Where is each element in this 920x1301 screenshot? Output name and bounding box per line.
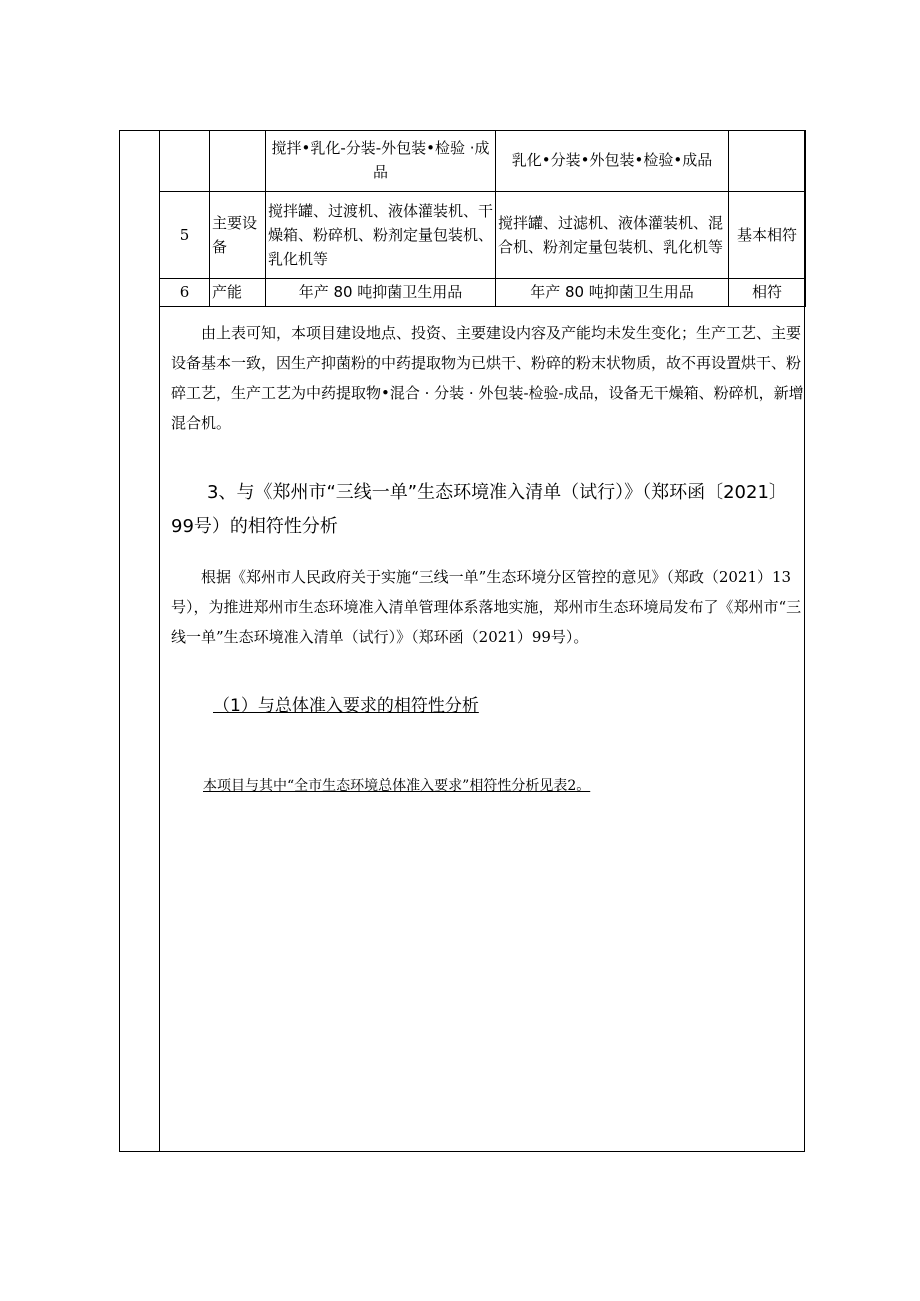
cell-result xyxy=(729,130,806,191)
cell-result: 相符 xyxy=(729,278,806,306)
cell-actual: 乳化•分装•外包装•检验•成品 xyxy=(496,130,729,191)
cell-item: 主要设备 xyxy=(210,191,266,278)
cell-no xyxy=(160,130,210,191)
cell-eia: 搅拌罐、过渡机、液体灌装机、干燥箱、粉碎机、粉剂定量包装机、乳化机等 xyxy=(266,191,496,278)
analysis-paragraph: 由上表可知，本项目建设地点、投资、主要建设内容及产能均未发生变化；生产工艺、主要设备基本一致，因生产抑菌粉的中药提取物为已烘干、粉碎的粉末状物质，故不再设置烘干、粉碎工艺，生产工艺为中药提取物•混合 · 分装 · 外包装-检验-成品，设备无干燥箱、粉碎机，新增混合机。 xyxy=(171,324,804,432)
cell-actual: 搅拌罐、过滤机、液体灌装机、混合机、粉剂定量包装机、乳化机等 xyxy=(496,191,729,278)
table-row xyxy=(160,278,806,306)
cell-result: 基本相符 xyxy=(729,191,806,278)
cell-item: 产能 xyxy=(210,278,266,306)
comparison-table xyxy=(159,130,806,307)
table-row xyxy=(160,191,806,278)
cell-no: 5 xyxy=(160,191,210,278)
cell-eia: 年产 80 吨抑菌卫生用品 xyxy=(266,278,496,306)
intro-paragraph: 根据《郑州市人民政府关于实施“三线一单”生态环境分区管控的意见》（郑政（2021）13号），为推进郑州市生态环境准入清单管理体系落地实施，郑州市生态环境局发布了《郑州市“三线一单”生态环境准入清单（试行）》（郑环函（2021）99号）。 xyxy=(171,568,802,646)
table-row xyxy=(160,130,806,191)
cell-item xyxy=(210,130,266,191)
cell-no: 6 xyxy=(160,278,210,306)
cell-actual: 年产 80 吨抑菌卫生用品 xyxy=(496,278,729,306)
table-reference-note: 本项目与其中“全市生态环境总体准入要求”相符性分析见表2。 xyxy=(203,778,591,794)
subsection-heading: （1）与总体准入要求的相符性分析 xyxy=(213,696,479,716)
section-heading: 3、与《郑州市“三线一单”生态环境准入清单（试行）》（郑环函〔2021〕99号）的相符性分析 xyxy=(171,482,787,537)
cell-eia: 搅拌•乳化-分装-外包装•检验 ·成品 xyxy=(266,130,496,191)
